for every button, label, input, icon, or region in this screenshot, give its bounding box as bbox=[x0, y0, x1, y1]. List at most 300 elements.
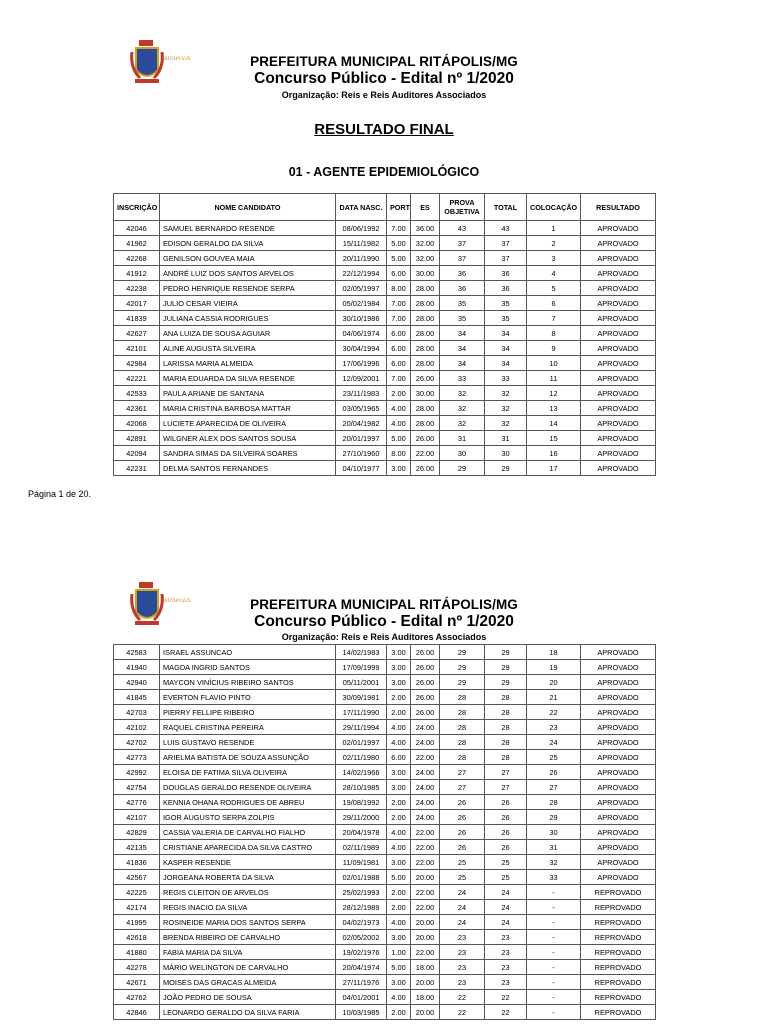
cell-inscricao: 42046 bbox=[114, 221, 160, 236]
cell-data-nasc: 02/01/1997 bbox=[336, 735, 387, 750]
cell-resultado: APROVADO bbox=[581, 780, 656, 795]
cell-data-nasc: 04/10/1977 bbox=[336, 461, 387, 476]
cell-resultado: APROVADO bbox=[581, 461, 656, 476]
cell-inscricao: 42776 bbox=[114, 795, 160, 810]
col-header-es: ES bbox=[411, 194, 440, 221]
crest-logo-text: RITÁPOLIS bbox=[164, 598, 191, 604]
table-row bbox=[114, 825, 656, 840]
cell-colocacao: 4 bbox=[527, 266, 581, 281]
cell-port: 8.00 bbox=[387, 281, 411, 296]
cell-data-nasc: 02/05/2002 bbox=[336, 930, 387, 945]
cell-nome: SAMUEL BERNARDO RESENDE bbox=[160, 221, 336, 236]
table-row bbox=[114, 930, 656, 945]
cell-resultado: APROVADO bbox=[581, 371, 656, 386]
cell-total: 30 bbox=[485, 446, 527, 461]
cell-data-nasc: 05/11/2001 bbox=[336, 675, 387, 690]
cell-total: 23 bbox=[485, 930, 527, 945]
cell-nome: CRISTIANE APARECIDA DA SILVA CASTRO bbox=[160, 840, 336, 855]
cell-nome: JULIO CESAR VIEIRA bbox=[160, 296, 336, 311]
cell-prova-objetiva: 28 bbox=[440, 735, 485, 750]
cell-port: 2.00 bbox=[387, 810, 411, 825]
cell-resultado: APROVADO bbox=[581, 401, 656, 416]
cell-data-nasc: 20/01/1997 bbox=[336, 431, 387, 446]
cell-inscricao: 42102 bbox=[114, 720, 160, 735]
cell-total: 32 bbox=[485, 386, 527, 401]
cargo-title: 01 - AGENTE EPIDEMIOLÓGICO bbox=[288, 165, 480, 179]
cell-data-nasc: 11/09/1981 bbox=[336, 855, 387, 870]
cell-data-nasc: 30/10/1986 bbox=[336, 311, 387, 326]
cell-es: 26.00 bbox=[411, 675, 440, 690]
cell-resultado: APROVADO bbox=[581, 795, 656, 810]
table-row bbox=[114, 401, 656, 416]
cell-colocacao: - bbox=[527, 930, 581, 945]
cell-port: 2.00 bbox=[387, 690, 411, 705]
table-row bbox=[114, 840, 656, 855]
cell-inscricao: 42567 bbox=[114, 870, 160, 885]
cell-resultado: APROVADO bbox=[581, 356, 656, 371]
cell-prova-objetiva: 28 bbox=[440, 750, 485, 765]
cell-data-nasc: 03/05/1965 bbox=[336, 401, 387, 416]
cell-total: 28 bbox=[485, 690, 527, 705]
cell-port: 7.00 bbox=[387, 371, 411, 386]
cell-inscricao: 42891 bbox=[114, 431, 160, 446]
cell-port: 3.00 bbox=[387, 645, 411, 660]
cell-inscricao: 42618 bbox=[114, 930, 160, 945]
cell-total: 34 bbox=[485, 326, 527, 341]
cell-port: 3.00 bbox=[387, 975, 411, 990]
cell-nome: ELOISA DE FATIMA SILVA OLIVEIRA bbox=[160, 765, 336, 780]
cell-data-nasc: 05/02/1984 bbox=[336, 296, 387, 311]
table-row bbox=[114, 795, 656, 810]
cell-port: 5.00 bbox=[387, 251, 411, 266]
cell-data-nasc: 22/12/1994 bbox=[336, 266, 387, 281]
organizacao-text: Organização: Reis e Reis Auditores Associados bbox=[281, 90, 487, 100]
cell-prova-objetiva: 26 bbox=[440, 795, 485, 810]
cell-prova-objetiva: 33 bbox=[440, 371, 485, 386]
col-header-total: TOTAL bbox=[485, 194, 527, 221]
cell-inscricao: 42361 bbox=[114, 401, 160, 416]
cell-prova-objetiva: 37 bbox=[440, 236, 485, 251]
cell-port: 5.00 bbox=[387, 431, 411, 446]
cell-prova-objetiva: 29 bbox=[440, 660, 485, 675]
cell-data-nasc: 27/10/1960 bbox=[336, 446, 387, 461]
cell-resultado: APROVADO bbox=[581, 446, 656, 461]
cell-total: 35 bbox=[485, 311, 527, 326]
cell-es: 28.00 bbox=[411, 356, 440, 371]
cell-data-nasc: 02/11/1980 bbox=[336, 750, 387, 765]
cell-prova-objetiva: 22 bbox=[440, 990, 485, 1005]
col-header-prova-objetiva: PROVA OBJETIVA bbox=[440, 194, 485, 221]
col-header-nome: NOME CANDIDATO bbox=[160, 194, 336, 221]
cell-inscricao: 42627 bbox=[114, 326, 160, 341]
cell-total: 26 bbox=[485, 840, 527, 855]
cell-colocacao: 13 bbox=[527, 401, 581, 416]
cell-total: 27 bbox=[485, 765, 527, 780]
cell-nome: MARIA CRISTINA BARBOSA MATTAR bbox=[160, 401, 336, 416]
cell-resultado: APROVADO bbox=[581, 855, 656, 870]
cell-port: 3.00 bbox=[387, 855, 411, 870]
page-title-prefeitura: PREFEITURA MUNICIPAL RITÁPOLIS/MG bbox=[250, 54, 518, 69]
cell-prova-objetiva: 34 bbox=[440, 341, 485, 356]
table-row bbox=[114, 975, 656, 990]
cell-nome: JOÃO PEDRO DE SOUSA bbox=[160, 990, 336, 1005]
cell-inscricao: 42094 bbox=[114, 446, 160, 461]
cell-nome: FABIA MARIA DA SILVA bbox=[160, 945, 336, 960]
cell-port: 2.00 bbox=[387, 795, 411, 810]
cell-nome: LUCIETE APARECIDA DE OLIVEIRA bbox=[160, 416, 336, 431]
table-row bbox=[114, 296, 656, 311]
cell-port: 3.00 bbox=[387, 930, 411, 945]
cell-port: 4.00 bbox=[387, 840, 411, 855]
table-header-row bbox=[114, 194, 656, 221]
cell-inscricao: 42101 bbox=[114, 341, 160, 356]
table-row bbox=[114, 900, 656, 915]
cell-data-nasc: 25/02/1993 bbox=[336, 885, 387, 900]
cell-total: 24 bbox=[485, 885, 527, 900]
cell-data-nasc: 29/11/1994 bbox=[336, 720, 387, 735]
cell-prova-objetiva: 29 bbox=[440, 461, 485, 476]
cell-es: 24.00 bbox=[411, 765, 440, 780]
cell-resultado: REPROVADO bbox=[581, 945, 656, 960]
page-title-concurso: Concurso Público - Edital nº 1/2020 bbox=[254, 70, 514, 87]
cell-nome: CASSIA VALERIA DE CARVALHO FIALHO bbox=[160, 825, 336, 840]
cell-nome: REGIS CLEITON DE ARVELOS bbox=[160, 885, 336, 900]
cell-total: 22 bbox=[485, 990, 527, 1005]
cell-total: 29 bbox=[485, 660, 527, 675]
cell-nome: BRENDA RIBEIRO DE CARVALHO bbox=[160, 930, 336, 945]
cell-nome: DELMA SANTOS FERNANDES bbox=[160, 461, 336, 476]
cell-nome: ALINE AUGUSTA SILVEIRA bbox=[160, 341, 336, 356]
cell-es: 24.00 bbox=[411, 810, 440, 825]
cell-data-nasc: 15/11/1982 bbox=[336, 236, 387, 251]
cell-resultado: APROVADO bbox=[581, 765, 656, 780]
cell-nome: MARIA EDUARDA DA SILVA RESENDE bbox=[160, 371, 336, 386]
cell-prova-objetiva: 22 bbox=[440, 1005, 485, 1020]
cell-data-nasc: 23/11/1983 bbox=[336, 386, 387, 401]
cell-prova-objetiva: 26 bbox=[440, 810, 485, 825]
cell-es: 26.00 bbox=[411, 705, 440, 720]
cell-resultado: APROVADO bbox=[581, 705, 656, 720]
cell-prova-objetiva: 36 bbox=[440, 281, 485, 296]
cell-inscricao: 41839 bbox=[114, 311, 160, 326]
cell-colocacao: - bbox=[527, 990, 581, 1005]
cell-resultado: APROVADO bbox=[581, 281, 656, 296]
cell-nome: RAQUEL CRISTINA PEREIRA bbox=[160, 720, 336, 735]
cell-total: 28 bbox=[485, 720, 527, 735]
cell-prova-objetiva: 36 bbox=[440, 266, 485, 281]
cell-data-nasc: 28/12/1989 bbox=[336, 900, 387, 915]
cell-nome: JULIANA CASSIA RODRIGUES bbox=[160, 311, 336, 326]
cell-inscricao: 42754 bbox=[114, 780, 160, 795]
cell-colocacao: - bbox=[527, 975, 581, 990]
cell-total: 23 bbox=[485, 945, 527, 960]
cell-total: 33 bbox=[485, 371, 527, 386]
table-row bbox=[114, 960, 656, 975]
cell-prova-objetiva: 31 bbox=[440, 431, 485, 446]
cell-inscricao: 41880 bbox=[114, 945, 160, 960]
cell-total: 34 bbox=[485, 356, 527, 371]
cell-resultado: REPROVADO bbox=[581, 990, 656, 1005]
cell-inscricao: 41912 bbox=[114, 266, 160, 281]
cell-inscricao: 42268 bbox=[114, 251, 160, 266]
table-row bbox=[114, 660, 656, 675]
table-row bbox=[114, 945, 656, 960]
cell-port: 3.00 bbox=[387, 461, 411, 476]
cell-data-nasc: 02/01/1988 bbox=[336, 870, 387, 885]
cell-nome: WILGNER ALEX DOS SANTOS SOUSA bbox=[160, 431, 336, 446]
cell-prova-objetiva: 24 bbox=[440, 915, 485, 930]
cell-total: 26 bbox=[485, 795, 527, 810]
cell-data-nasc: 04/06/1974 bbox=[336, 326, 387, 341]
cell-port: 8.00 bbox=[387, 446, 411, 461]
results-table-page-1 bbox=[113, 193, 656, 476]
table-row bbox=[114, 690, 656, 705]
cell-resultado: APROVADO bbox=[581, 870, 656, 885]
cell-nome: ROSINEIDE MARIA DOS SANTOS SERPA bbox=[160, 915, 336, 930]
cell-nome: KASPER RESENDE bbox=[160, 855, 336, 870]
table-row bbox=[114, 221, 656, 236]
cell-resultado: REPROVADO bbox=[581, 900, 656, 915]
cell-port: 5.00 bbox=[387, 236, 411, 251]
cell-nome: MAGDA INGRID SANTOS bbox=[160, 660, 336, 675]
cell-es: 22.00 bbox=[411, 446, 440, 461]
cell-port: 2.00 bbox=[387, 386, 411, 401]
cell-nome: EVERTON FLAVIO PINTO bbox=[160, 690, 336, 705]
cell-total: 24 bbox=[485, 900, 527, 915]
cell-colocacao: 18 bbox=[527, 645, 581, 660]
cell-prova-objetiva: 25 bbox=[440, 855, 485, 870]
cell-port: 4.00 bbox=[387, 735, 411, 750]
cell-prova-objetiva: 35 bbox=[440, 311, 485, 326]
cell-nome: REGIS INACIO DA SILVA bbox=[160, 900, 336, 915]
table-row bbox=[114, 281, 656, 296]
cell-total: 28 bbox=[485, 705, 527, 720]
table-row bbox=[114, 341, 656, 356]
col-header-data-nasc: DATA NASC. bbox=[336, 194, 387, 221]
cell-port: 7.00 bbox=[387, 221, 411, 236]
cell-resultado: APROVADO bbox=[581, 236, 656, 251]
cell-nome: KENNIA OHANA RODRIGUES DE ABREU bbox=[160, 795, 336, 810]
cell-inscricao: 41995 bbox=[114, 915, 160, 930]
cell-port: 4.00 bbox=[387, 401, 411, 416]
cell-colocacao: 33 bbox=[527, 870, 581, 885]
cell-total: 43 bbox=[485, 221, 527, 236]
cell-prova-objetiva: 35 bbox=[440, 296, 485, 311]
results-table-page-2 bbox=[113, 644, 656, 1020]
cell-colocacao: 21 bbox=[527, 690, 581, 705]
cell-prova-objetiva: 32 bbox=[440, 401, 485, 416]
table-row bbox=[114, 720, 656, 735]
cell-nome: MÁRIO WELINGTON DE CARVALHO bbox=[160, 960, 336, 975]
cell-total: 26 bbox=[485, 825, 527, 840]
cell-prova-objetiva: 27 bbox=[440, 780, 485, 795]
cell-total: 37 bbox=[485, 251, 527, 266]
cell-inscricao: 42703 bbox=[114, 705, 160, 720]
cell-nome: MOISES DAS GRACAS ALMEIDA bbox=[160, 975, 336, 990]
cell-prova-objetiva: 23 bbox=[440, 960, 485, 975]
cell-es: 26.00 bbox=[411, 371, 440, 386]
cell-data-nasc: 30/04/1994 bbox=[336, 341, 387, 356]
cell-colocacao: 32 bbox=[527, 855, 581, 870]
cell-colocacao: 6 bbox=[527, 296, 581, 311]
cell-colocacao: - bbox=[527, 900, 581, 915]
col-header-inscricao: INSCRIÇÃO bbox=[114, 194, 160, 221]
cell-colocacao: 24 bbox=[527, 735, 581, 750]
cell-colocacao: 15 bbox=[527, 431, 581, 446]
cell-es: 32.00 bbox=[411, 236, 440, 251]
cell-es: 20.00 bbox=[411, 975, 440, 990]
table-row bbox=[114, 810, 656, 825]
table-row bbox=[114, 885, 656, 900]
page-2-title-prefeitura: PREFEITURA MUNICIPAL RITÁPOLIS/MG bbox=[250, 597, 518, 612]
cell-prova-objetiva: 23 bbox=[440, 945, 485, 960]
cell-es: 18.00 bbox=[411, 990, 440, 1005]
cell-data-nasc: 17/09/1999 bbox=[336, 660, 387, 675]
cell-es: 22.00 bbox=[411, 885, 440, 900]
cell-port: 6.00 bbox=[387, 356, 411, 371]
cell-colocacao: 2 bbox=[527, 236, 581, 251]
cell-inscricao: 42238 bbox=[114, 281, 160, 296]
page-footer-number: Página 1 de 20. bbox=[28, 489, 92, 499]
cell-colocacao: 25 bbox=[527, 750, 581, 765]
cell-port: 2.00 bbox=[387, 705, 411, 720]
cell-resultado: APROVADO bbox=[581, 251, 656, 266]
cell-port: 3.00 bbox=[387, 660, 411, 675]
cell-nome: ISRAEL ASSUNCAO bbox=[160, 645, 336, 660]
cell-prova-objetiva: 34 bbox=[440, 326, 485, 341]
cell-colocacao: 16 bbox=[527, 446, 581, 461]
table-row bbox=[114, 765, 656, 780]
table-row bbox=[114, 371, 656, 386]
cell-es: 24.00 bbox=[411, 735, 440, 750]
cell-total: 36 bbox=[485, 266, 527, 281]
cell-colocacao: 31 bbox=[527, 840, 581, 855]
cell-nome: LARISSA MARIA ALMEIDA bbox=[160, 356, 336, 371]
cell-resultado: APROVADO bbox=[581, 810, 656, 825]
cell-es: 36.00 bbox=[411, 221, 440, 236]
cell-total: 23 bbox=[485, 975, 527, 990]
cell-port: 6.00 bbox=[387, 326, 411, 341]
cell-colocacao: 20 bbox=[527, 675, 581, 690]
cell-data-nasc: 14/02/1966 bbox=[336, 765, 387, 780]
cell-prova-objetiva: 26 bbox=[440, 825, 485, 840]
cell-total: 34 bbox=[485, 341, 527, 356]
cell-prova-objetiva: 26 bbox=[440, 840, 485, 855]
cell-es: 28.00 bbox=[411, 341, 440, 356]
cell-port: 4.00 bbox=[387, 990, 411, 1005]
cell-es: 28.00 bbox=[411, 401, 440, 416]
cell-nome: GENILSON GOUVEA MAIA bbox=[160, 251, 336, 266]
cell-inscricao: 42773 bbox=[114, 750, 160, 765]
cell-port: 5.00 bbox=[387, 870, 411, 885]
cell-es: 22.00 bbox=[411, 825, 440, 840]
cell-data-nasc: 08/06/1992 bbox=[336, 221, 387, 236]
cell-colocacao: 27 bbox=[527, 780, 581, 795]
cell-port: 3.00 bbox=[387, 780, 411, 795]
cell-resultado: APROVADO bbox=[581, 311, 656, 326]
cell-es: 30.00 bbox=[411, 266, 440, 281]
cell-total: 37 bbox=[485, 236, 527, 251]
cell-prova-objetiva: 23 bbox=[440, 930, 485, 945]
cell-resultado: APROVADO bbox=[581, 266, 656, 281]
cell-inscricao: 42135 bbox=[114, 840, 160, 855]
cell-data-nasc: 10/03/1985 bbox=[336, 1005, 387, 1020]
cell-es: 26.00 bbox=[411, 645, 440, 660]
cell-es: 28.00 bbox=[411, 311, 440, 326]
cell-total: 35 bbox=[485, 296, 527, 311]
cell-colocacao: 19 bbox=[527, 660, 581, 675]
cell-resultado: REPROVADO bbox=[581, 960, 656, 975]
cell-total: 24 bbox=[485, 915, 527, 930]
cell-nome: DOUGLAS GERALDO RESENDE OLIVEIRA bbox=[160, 780, 336, 795]
cell-data-nasc: 17/11/1990 bbox=[336, 705, 387, 720]
cell-colocacao: - bbox=[527, 885, 581, 900]
cell-total: 28 bbox=[485, 750, 527, 765]
cell-inscricao: 42671 bbox=[114, 975, 160, 990]
cell-resultado: REPROVADO bbox=[581, 930, 656, 945]
cell-port: 6.00 bbox=[387, 341, 411, 356]
table-row bbox=[114, 915, 656, 930]
cell-port: 7.00 bbox=[387, 296, 411, 311]
cell-nome: LEONARDO GERALDO DA SILVA FARIA bbox=[160, 1005, 336, 1020]
cell-es: 28.00 bbox=[411, 416, 440, 431]
cell-nome: ANA LUIZA DE SOUSA AGUIAR bbox=[160, 326, 336, 341]
cell-port: 7.00 bbox=[387, 311, 411, 326]
cell-total: 29 bbox=[485, 675, 527, 690]
cell-colocacao: 7 bbox=[527, 311, 581, 326]
cell-inscricao: 42068 bbox=[114, 416, 160, 431]
cell-nome: EDISON GERALDO DA SILVA bbox=[160, 236, 336, 251]
cell-es: 26.00 bbox=[411, 431, 440, 446]
cell-port: 2.00 bbox=[387, 900, 411, 915]
cell-total: 28 bbox=[485, 735, 527, 750]
cell-es: 20.00 bbox=[411, 930, 440, 945]
cell-nome: MAYCON VINÍCIUS RIBEIRO SANTOS bbox=[160, 675, 336, 690]
cell-resultado: APROVADO bbox=[581, 645, 656, 660]
cell-port: 3.00 bbox=[387, 765, 411, 780]
table-row bbox=[114, 645, 656, 660]
cell-resultado: REPROVADO bbox=[581, 1005, 656, 1020]
cell-total: 22 bbox=[485, 1005, 527, 1020]
cell-port: 4.00 bbox=[387, 825, 411, 840]
cell-data-nasc: 19/08/1992 bbox=[336, 795, 387, 810]
table-row bbox=[114, 870, 656, 885]
cell-colocacao: 10 bbox=[527, 356, 581, 371]
table-row bbox=[114, 990, 656, 1005]
cell-inscricao: 42231 bbox=[114, 461, 160, 476]
cell-data-nasc: 14/02/1983 bbox=[336, 645, 387, 660]
table-row bbox=[114, 266, 656, 281]
cell-total: 29 bbox=[485, 645, 527, 660]
cell-port: 4.00 bbox=[387, 720, 411, 735]
cell-nome: PIERRY FELLIPE RIBEIRO bbox=[160, 705, 336, 720]
cell-prova-objetiva: 28 bbox=[440, 705, 485, 720]
cell-nome: IGOR AUGUSTO SERPA ZOLPIS bbox=[160, 810, 336, 825]
cell-inscricao: 42107 bbox=[114, 810, 160, 825]
cell-resultado: APROVADO bbox=[581, 386, 656, 401]
cell-resultado: APROVADO bbox=[581, 840, 656, 855]
cell-inscricao: 42278 bbox=[114, 960, 160, 975]
cell-prova-objetiva: 25 bbox=[440, 870, 485, 885]
cell-resultado: APROVADO bbox=[581, 690, 656, 705]
cell-total: 31 bbox=[485, 431, 527, 446]
cell-prova-objetiva: 30 bbox=[440, 446, 485, 461]
col-header-port: PORT bbox=[387, 194, 411, 221]
cell-es: 30.00 bbox=[411, 386, 440, 401]
cell-total: 27 bbox=[485, 780, 527, 795]
cell-data-nasc: 20/04/1978 bbox=[336, 825, 387, 840]
table-row bbox=[114, 431, 656, 446]
